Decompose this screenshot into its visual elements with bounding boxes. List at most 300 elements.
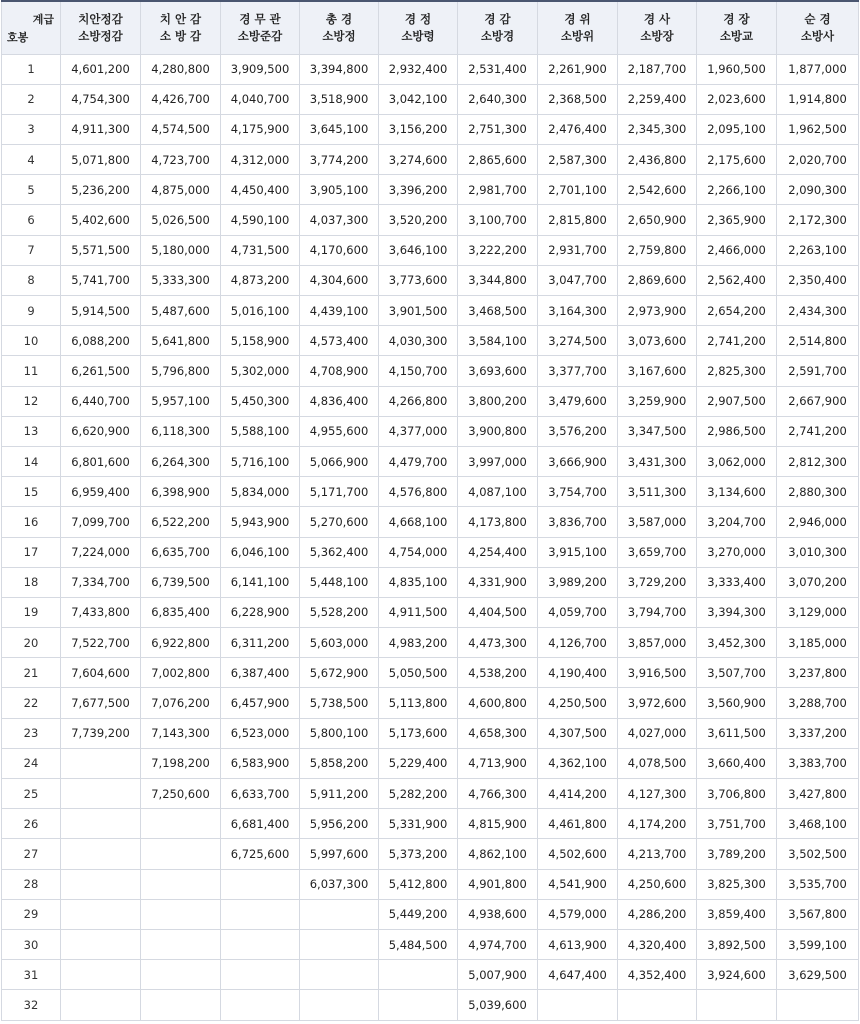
salary-cell: 4,312,000	[221, 145, 300, 175]
salary-cell	[221, 990, 300, 1020]
salary-cell: 2,815,800	[538, 205, 618, 235]
salary-cell: 3,511,300	[618, 477, 697, 507]
corner-step-label: 호봉	[7, 30, 29, 44]
header-row	[2, 1, 859, 54]
table-row	[2, 809, 859, 839]
salary-cell: 4,426,700	[141, 84, 221, 114]
salary-cell: 3,333,400	[697, 567, 777, 597]
salary-cell: 3,129,000	[777, 597, 859, 627]
rank-header	[379, 1, 458, 54]
salary-cell	[697, 990, 777, 1020]
salary-cell: 5,641,800	[141, 326, 221, 356]
salary-cell: 5,362,400	[300, 537, 379, 567]
salary-cell: 4,974,700	[458, 929, 538, 959]
salary-cell: 5,943,900	[221, 507, 300, 537]
salary-cell: 2,907,500	[697, 386, 777, 416]
salary-cell: 3,567,800	[777, 899, 859, 929]
step-cell: 4	[2, 145, 61, 175]
salary-cell: 4,175,900	[221, 114, 300, 144]
salary-cell: 4,037,300	[300, 205, 379, 235]
salary-cell: 5,180,000	[141, 235, 221, 265]
police-rank: 경 감	[484, 11, 511, 26]
police-rank: 경 위	[564, 11, 591, 26]
step-cell: 30	[2, 929, 61, 959]
salary-cell	[61, 839, 141, 869]
table-row	[2, 990, 859, 1020]
salary-cell: 4,613,900	[538, 929, 618, 959]
table-row	[2, 326, 859, 356]
salary-cell: 2,172,300	[777, 205, 859, 235]
salary-cell: 2,514,800	[777, 326, 859, 356]
salary-cell: 3,576,200	[538, 416, 618, 446]
salary-cell: 2,973,900	[618, 296, 697, 326]
salary-cell: 4,901,800	[458, 869, 538, 899]
salary-cell: 3,185,000	[777, 628, 859, 658]
salary-cell: 3,100,700	[458, 205, 538, 235]
salary-cell: 5,050,500	[379, 658, 458, 688]
salary-cell: 3,901,500	[379, 296, 458, 326]
salary-cell: 2,869,600	[618, 265, 697, 295]
salary-cell: 5,229,400	[379, 748, 458, 778]
salary-cell	[141, 929, 221, 959]
salary-cell: 2,650,900	[618, 205, 697, 235]
salary-cell: 5,270,600	[300, 507, 379, 537]
step-cell: 16	[2, 507, 61, 537]
table-row	[2, 507, 859, 537]
salary-cell: 2,812,300	[777, 446, 859, 476]
police-rank: 순 경	[804, 11, 831, 26]
salary-cell: 2,946,000	[777, 507, 859, 537]
salary-cell: 3,164,300	[538, 296, 618, 326]
salary-cell: 5,716,100	[221, 446, 300, 476]
salary-cell: 3,134,600	[697, 477, 777, 507]
salary-cell: 1,877,000	[777, 54, 859, 84]
step-cell: 17	[2, 537, 61, 567]
salary-cell: 3,156,200	[379, 114, 458, 144]
fire-rank: 소방교	[719, 28, 754, 43]
police-rank: 경 장	[723, 11, 750, 26]
salary-cell: 4,250,600	[618, 869, 697, 899]
salary-cell: 5,282,200	[379, 779, 458, 809]
fire-rank: 소방장	[640, 28, 674, 43]
salary-cell: 4,150,700	[379, 356, 458, 386]
salary-cell: 4,213,700	[618, 839, 697, 869]
salary-cell: 5,171,700	[300, 477, 379, 507]
salary-cell: 4,938,600	[458, 899, 538, 929]
step-cell: 29	[2, 899, 61, 929]
police-rank: 총 경	[325, 11, 353, 26]
salary-cell: 4,502,600	[538, 839, 618, 869]
salary-cell: 7,099,700	[61, 507, 141, 537]
salary-cell	[141, 839, 221, 869]
salary-cell: 7,522,700	[61, 628, 141, 658]
salary-cell: 4,538,200	[458, 658, 538, 688]
salary-cell: 2,667,900	[777, 386, 859, 416]
salary-cell: 3,836,700	[538, 507, 618, 537]
salary-cell: 3,754,700	[538, 477, 618, 507]
salary-cell: 4,473,300	[458, 628, 538, 658]
step-cell: 1	[2, 54, 61, 84]
salary-cell	[141, 869, 221, 899]
salary-cell: 3,773,600	[379, 265, 458, 295]
salary-cell: 6,681,400	[221, 809, 300, 839]
salary-cell: 3,611,500	[697, 718, 777, 748]
salary-cell: 3,274,600	[379, 145, 458, 175]
salary-cell: 3,062,000	[697, 446, 777, 476]
salary-cell: 5,800,100	[300, 718, 379, 748]
salary-cell: 5,039,600	[458, 990, 538, 1020]
salary-cell: 7,334,700	[61, 567, 141, 597]
step-cell: 25	[2, 779, 61, 809]
salary-cell: 5,911,200	[300, 779, 379, 809]
rank-header	[538, 1, 618, 54]
salary-cell: 4,190,400	[538, 658, 618, 688]
salary-cell	[61, 779, 141, 809]
fire-rank: 소방준감	[237, 28, 283, 43]
salary-table	[1, 0, 859, 1021]
salary-cell: 3,468,100	[777, 809, 859, 839]
rank-header	[458, 1, 538, 54]
salary-cell: 6,583,900	[221, 748, 300, 778]
salary-cell: 4,835,100	[379, 567, 458, 597]
salary-cell: 6,311,200	[221, 628, 300, 658]
salary-cell: 5,450,300	[221, 386, 300, 416]
salary-cell: 2,266,100	[697, 175, 777, 205]
salary-cell: 5,796,800	[141, 356, 221, 386]
salary-cell: 4,331,900	[458, 567, 538, 597]
salary-cell: 3,915,100	[538, 537, 618, 567]
table-row	[2, 567, 859, 597]
salary-cell: 4,414,200	[538, 779, 618, 809]
fire-rank: 소 방 감	[159, 28, 202, 43]
step-cell: 3	[2, 114, 61, 144]
salary-cell: 3,344,800	[458, 265, 538, 295]
salary-cell: 2,261,900	[538, 54, 618, 84]
table-row	[2, 537, 859, 567]
salary-cell: 2,345,300	[618, 114, 697, 144]
table-row	[2, 628, 859, 658]
salary-cell: 3,659,700	[618, 537, 697, 567]
salary-cell: 3,909,500	[221, 54, 300, 84]
table-row	[2, 386, 859, 416]
salary-cell: 4,461,800	[538, 809, 618, 839]
salary-cell: 3,507,700	[697, 658, 777, 688]
salary-cell: 2,986,500	[697, 416, 777, 446]
salary-cell: 2,741,200	[777, 416, 859, 446]
salary-cell: 6,523,000	[221, 718, 300, 748]
salary-cell: 5,834,000	[221, 477, 300, 507]
table-row	[2, 84, 859, 114]
salary-cell: 4,836,400	[300, 386, 379, 416]
step-cell: 5	[2, 175, 61, 205]
salary-cell: 2,368,500	[538, 84, 618, 114]
step-cell: 28	[2, 869, 61, 899]
salary-cell: 3,518,900	[300, 84, 379, 114]
salary-cell: 6,228,900	[221, 597, 300, 627]
salary-cell: 6,922,800	[141, 628, 221, 658]
salary-cell: 3,794,700	[618, 597, 697, 627]
step-cell: 26	[2, 809, 61, 839]
police-rank: 치안정감	[78, 11, 123, 26]
salary-cell: 2,476,400	[538, 114, 618, 144]
salary-cell: 3,396,200	[379, 175, 458, 205]
salary-cell: 3,645,100	[300, 114, 379, 144]
salary-cell: 2,701,100	[538, 175, 618, 205]
salary-cell: 5,448,100	[300, 567, 379, 597]
salary-cell: 3,729,200	[618, 567, 697, 597]
salary-cell: 4,087,100	[458, 477, 538, 507]
salary-cell: 2,880,300	[777, 477, 859, 507]
fire-rank: 소방정감	[78, 28, 123, 43]
salary-cell: 5,449,200	[379, 899, 458, 929]
salary-cell: 5,956,200	[300, 809, 379, 839]
salary-cell	[300, 899, 379, 929]
table-row	[2, 779, 859, 809]
salary-cell: 4,059,700	[538, 597, 618, 627]
salary-cell: 3,900,800	[458, 416, 538, 446]
salary-cell: 2,865,600	[458, 145, 538, 175]
salary-cell: 3,259,900	[618, 386, 697, 416]
salary-cell: 1,914,800	[777, 84, 859, 114]
table-row	[2, 54, 859, 84]
fire-rank: 소방령	[401, 28, 435, 43]
salary-cell: 3,377,700	[538, 356, 618, 386]
salary-cell: 4,173,800	[458, 507, 538, 537]
salary-cell: 3,427,800	[777, 779, 859, 809]
salary-cell: 3,916,500	[618, 658, 697, 688]
salary-cell: 5,603,000	[300, 628, 379, 658]
table-body	[2, 54, 859, 1020]
salary-cell: 6,739,500	[141, 567, 221, 597]
salary-cell: 4,590,100	[221, 205, 300, 235]
salary-cell: 5,412,800	[379, 869, 458, 899]
salary-cell: 4,377,000	[379, 416, 458, 446]
salary-cell: 4,708,900	[300, 356, 379, 386]
salary-cell: 3,560,900	[697, 688, 777, 718]
rank-header	[141, 1, 221, 54]
salary-cell: 3,468,500	[458, 296, 538, 326]
salary-cell: 4,280,800	[141, 54, 221, 84]
step-cell: 12	[2, 386, 61, 416]
fire-rank: 소방경	[480, 28, 515, 43]
step-cell: 21	[2, 658, 61, 688]
table-row	[2, 960, 859, 990]
salary-cell: 6,398,900	[141, 477, 221, 507]
step-cell: 14	[2, 446, 61, 476]
salary-cell: 2,751,300	[458, 114, 538, 144]
salary-cell: 3,535,700	[777, 869, 859, 899]
salary-cell: 2,759,800	[618, 235, 697, 265]
salary-cell: 6,141,100	[221, 567, 300, 597]
salary-cell: 6,633,700	[221, 779, 300, 809]
salary-cell: 6,118,300	[141, 416, 221, 446]
salary-cell: 2,263,100	[777, 235, 859, 265]
salary-cell: 6,088,200	[61, 326, 141, 356]
rank-header	[221, 1, 300, 54]
salary-cell	[300, 929, 379, 959]
salary-cell: 2,175,600	[697, 145, 777, 175]
table-row	[2, 748, 859, 778]
salary-cell	[141, 809, 221, 839]
salary-cell: 7,677,500	[61, 688, 141, 718]
salary-cell: 5,914,500	[61, 296, 141, 326]
salary-cell: 6,620,900	[61, 416, 141, 446]
salary-cell: 4,658,300	[458, 718, 538, 748]
salary-cell: 5,331,900	[379, 809, 458, 839]
fire-rank: 소방사	[800, 28, 835, 43]
salary-cell	[61, 960, 141, 990]
step-cell: 8	[2, 265, 61, 295]
salary-cell: 3,905,100	[300, 175, 379, 205]
salary-cell: 4,174,200	[618, 809, 697, 839]
salary-cell: 4,911,500	[379, 597, 458, 627]
salary-cell: 3,997,000	[458, 446, 538, 476]
salary-cell: 4,576,800	[379, 477, 458, 507]
police-rank: 치 안 감	[159, 11, 202, 26]
salary-cell	[221, 869, 300, 899]
salary-cell: 4,320,400	[618, 929, 697, 959]
salary-cell	[379, 990, 458, 1020]
step-cell: 10	[2, 326, 61, 356]
salary-cell: 5,738,500	[300, 688, 379, 718]
salary-cell: 5,373,200	[379, 839, 458, 869]
salary-cell: 3,646,100	[379, 235, 458, 265]
salary-cell: 3,431,300	[618, 446, 697, 476]
salary-cell: 6,457,900	[221, 688, 300, 718]
table-row	[2, 175, 859, 205]
salary-cell: 3,452,300	[697, 628, 777, 658]
salary-cell: 3,070,200	[777, 567, 859, 597]
salary-cell: 4,362,100	[538, 748, 618, 778]
step-cell: 24	[2, 748, 61, 778]
rank-header	[300, 1, 379, 54]
step-cell: 2	[2, 84, 61, 114]
salary-cell: 4,723,700	[141, 145, 221, 175]
salary-cell: 2,023,600	[697, 84, 777, 114]
step-cell: 18	[2, 567, 61, 597]
salary-cell: 3,479,600	[538, 386, 618, 416]
salary-cell	[61, 809, 141, 839]
salary-cell: 5,173,600	[379, 718, 458, 748]
salary-cell: 4,439,100	[300, 296, 379, 326]
step-cell: 6	[2, 205, 61, 235]
salary-cell: 6,522,200	[141, 507, 221, 537]
table-row	[2, 718, 859, 748]
salary-cell: 2,350,400	[777, 265, 859, 295]
salary-cell: 3,010,300	[777, 537, 859, 567]
salary-cell: 4,127,300	[618, 779, 697, 809]
table-row	[2, 839, 859, 869]
salary-cell: 4,078,500	[618, 748, 697, 778]
salary-cell	[538, 990, 618, 1020]
salary-cell	[618, 990, 697, 1020]
table-row	[2, 929, 859, 959]
table-row	[2, 869, 859, 899]
table-row	[2, 235, 859, 265]
salary-cell: 2,591,700	[777, 356, 859, 386]
salary-cell	[300, 960, 379, 990]
table-row	[2, 658, 859, 688]
salary-cell	[61, 899, 141, 929]
salary-cell	[61, 869, 141, 899]
salary-cell	[61, 990, 141, 1020]
table-row	[2, 688, 859, 718]
salary-cell: 2,095,100	[697, 114, 777, 144]
salary-cell: 4,815,900	[458, 809, 538, 839]
salary-cell: 7,076,200	[141, 688, 221, 718]
police-rank: 경 무 관	[239, 11, 281, 26]
step-cell: 11	[2, 356, 61, 386]
salary-cell: 5,158,900	[221, 326, 300, 356]
salary-cell: 5,571,500	[61, 235, 141, 265]
salary-cell: 2,365,900	[697, 205, 777, 235]
salary-cell: 3,924,600	[697, 960, 777, 990]
table-row	[2, 296, 859, 326]
salary-cell: 3,394,300	[697, 597, 777, 627]
salary-cell: 4,754,000	[379, 537, 458, 567]
corner-header	[2, 1, 61, 54]
step-cell: 31	[2, 960, 61, 990]
salary-cell: 5,402,600	[61, 205, 141, 235]
step-cell: 13	[2, 416, 61, 446]
salary-cell: 7,739,200	[61, 718, 141, 748]
salary-cell: 1,960,500	[697, 54, 777, 84]
salary-cell: 3,857,000	[618, 628, 697, 658]
salary-cell: 4,579,000	[538, 899, 618, 929]
salary-cell	[777, 990, 859, 1020]
salary-cell: 2,825,300	[697, 356, 777, 386]
salary-cell	[221, 929, 300, 959]
salary-cell: 3,347,500	[618, 416, 697, 446]
salary-cell: 5,858,200	[300, 748, 379, 778]
salary-cell: 4,027,000	[618, 718, 697, 748]
table-row	[2, 597, 859, 627]
step-cell: 20	[2, 628, 61, 658]
salary-cell: 4,574,500	[141, 114, 221, 144]
salary-cell: 4,862,100	[458, 839, 538, 869]
rank-header	[697, 1, 777, 54]
salary-cell: 4,754,300	[61, 84, 141, 114]
salary-cell	[61, 929, 141, 959]
salary-cell: 2,542,600	[618, 175, 697, 205]
salary-cell: 4,911,300	[61, 114, 141, 144]
fire-rank: 소방정	[322, 28, 356, 43]
salary-cell: 4,601,200	[61, 54, 141, 84]
salary-cell: 4,955,600	[300, 416, 379, 446]
salary-cell: 5,528,200	[300, 597, 379, 627]
salary-cell: 6,959,400	[61, 477, 141, 507]
salary-cell: 3,520,200	[379, 205, 458, 235]
table-row	[2, 446, 859, 476]
salary-cell: 2,436,800	[618, 145, 697, 175]
salary-cell: 4,250,500	[538, 688, 618, 718]
salary-cell: 3,073,600	[618, 326, 697, 356]
salary-cell: 5,007,900	[458, 960, 538, 990]
salary-cell: 3,394,800	[300, 54, 379, 84]
salary-cell: 3,237,800	[777, 658, 859, 688]
salary-cell: 6,264,300	[141, 446, 221, 476]
salary-cell: 3,222,200	[458, 235, 538, 265]
salary-cell: 4,766,300	[458, 779, 538, 809]
salary-cell: 2,931,700	[538, 235, 618, 265]
salary-cell: 4,304,600	[300, 265, 379, 295]
step-cell: 9	[2, 296, 61, 326]
salary-cell: 5,302,000	[221, 356, 300, 386]
salary-cell: 5,957,100	[141, 386, 221, 416]
salary-cell: 6,387,400	[221, 658, 300, 688]
salary-cell: 4,668,100	[379, 507, 458, 537]
salary-cell: 2,259,400	[618, 84, 697, 114]
